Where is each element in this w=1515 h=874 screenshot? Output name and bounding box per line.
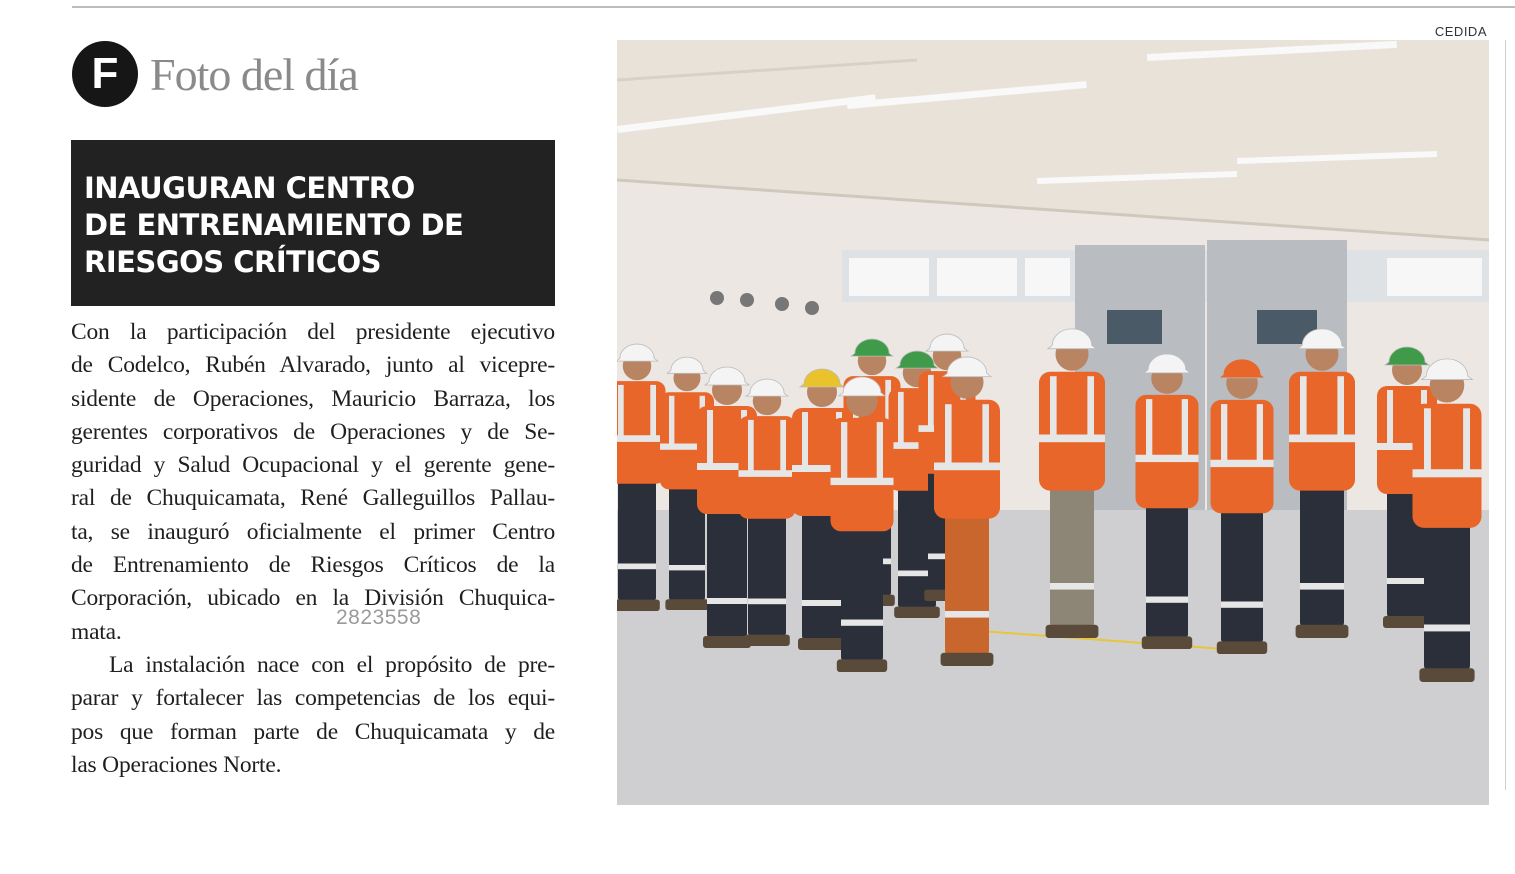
photo-worker-boots	[665, 599, 708, 610]
photo-worker-pants	[618, 478, 656, 602]
photo-worker-boots	[744, 635, 790, 646]
photo-worker-vest	[739, 416, 796, 519]
photo-worker-boots	[837, 659, 887, 672]
photo-worker-reflective-band	[618, 564, 656, 570]
body-line: Con la participación del presidente ejecutivo	[71, 319, 555, 345]
photo-worker-vest-stripe	[831, 478, 894, 485]
body-line: ta, se inauguró oficialmente el primer Centro	[71, 518, 555, 545]
photo-worker-vest	[1289, 372, 1355, 491]
photo-worker-boots	[1419, 668, 1474, 682]
photo-cabinet-panel	[1107, 310, 1162, 344]
photo-worker-pants	[1300, 484, 1344, 627]
body-line: sidente de Operaciones, Mauricio Barraza, los	[71, 385, 555, 412]
photo-worker-boots	[703, 636, 751, 648]
photo-worker-vest-stripe	[1050, 376, 1057, 437]
photo-worker-boots	[1142, 636, 1192, 649]
photo-window-pane	[1387, 258, 1482, 296]
photo-worker-vest	[1136, 395, 1199, 508]
photo-worker-vest-stripe	[617, 435, 666, 442]
photo-worker-reflective-band	[802, 600, 842, 606]
section-header	[72, 40, 358, 108]
photo-worker-vest-stripe	[669, 396, 674, 446]
photo-worker-reflective-band	[707, 598, 747, 604]
article-paragraph-2	[71, 649, 555, 782]
photo-window-pane	[937, 258, 1017, 296]
body-line: gerentes corporativos de Operaciones y de Se-	[71, 418, 555, 445]
photo-worker-pants	[1221, 507, 1263, 644]
body-line: ral de Chuquicamata, René Galleguillos Pallau-	[71, 485, 555, 512]
photo-worker-vest-stripe	[1182, 399, 1188, 457]
body-line: mata.	[71, 618, 122, 645]
photo-worker-vest-stripe	[1300, 376, 1307, 437]
photo-worker-reflective-band	[1387, 578, 1427, 584]
photo-worker-reflective-band	[1424, 625, 1470, 632]
photo-worker-vest-stripe	[1257, 404, 1263, 462]
photo-worker-vest-stripe	[945, 404, 952, 465]
photo-worker-vest-stripe	[1424, 408, 1431, 471]
photo-worker-pants	[1424, 521, 1470, 671]
photo-credit: CEDIDA	[1434, 24, 1487, 39]
body-line: las Operaciones Norte.	[71, 751, 282, 778]
photo-worker-vest-stripe	[618, 385, 624, 437]
photo-worker-vest-stripe	[1087, 376, 1094, 437]
photo-worker-vest-stripe	[739, 470, 796, 477]
photo-wall-fixture	[710, 291, 724, 305]
photo-worker-vest-stripe	[1337, 376, 1344, 437]
photo-worker-reflective-band	[1050, 583, 1094, 590]
photo-worker-pants	[707, 508, 747, 638]
photo-worker-vest-stripe	[802, 412, 808, 467]
photo-worker-vest-stripe	[650, 385, 656, 437]
photo-worker-boots	[1046, 625, 1099, 638]
photo-worker-reflective-band	[945, 611, 989, 618]
photo-worker-vest-stripe	[1146, 399, 1152, 457]
photo-wall-fixture	[740, 293, 754, 307]
photo-worker-vest-stripe	[934, 463, 1000, 471]
photo-worker-pants	[748, 513, 786, 637]
reference-number: 2823558	[336, 606, 422, 629]
photo-worker-boots	[617, 600, 660, 611]
photo-worker-boots	[894, 607, 940, 618]
photo-worker-vest-stripe	[1387, 390, 1393, 445]
photo-worker-pants	[945, 512, 989, 655]
photo-worker-vest-stripe	[748, 420, 754, 472]
headline-line: INAUGURAN CENTRO	[84, 171, 415, 205]
photo-worker-boots	[1296, 625, 1349, 638]
body-line: de Entrenamiento de Riesgos Críticos de la	[71, 552, 555, 579]
photo-worker-vest-stripe	[982, 404, 989, 465]
headline-box	[71, 140, 555, 306]
photo-worker-vest-stripe	[1463, 408, 1470, 471]
photo-wall-fixture	[775, 297, 789, 311]
photo-worker-vest	[1039, 372, 1105, 491]
photo-worker-reflective-band	[669, 565, 705, 570]
photo-worker-vest	[617, 381, 666, 484]
headline-line: RIESGOS CRÍTICOS	[84, 245, 382, 279]
photo-worker-vest-stripe	[780, 420, 786, 472]
photo-window-pane	[849, 258, 929, 296]
body-line: La instalación nace con el propósito de pre-	[109, 651, 555, 678]
photo-worker-pants	[841, 525, 883, 662]
photo-worker-vest-stripe	[707, 410, 713, 465]
photo-worker-vest-stripe	[1413, 469, 1482, 477]
photo-worker-vest	[831, 418, 894, 531]
photo-worker-vest-stripe	[1039, 435, 1105, 443]
body-line: de Codelco, Rubén Alvarado, junto al vicepre-	[71, 352, 555, 379]
article-paragraph-1	[71, 316, 555, 649]
photo-worker-vest-stripe	[1221, 404, 1227, 462]
right-rule	[1505, 40, 1506, 790]
photo-worker-vest	[1211, 400, 1274, 513]
headline-line: DE ENTRENAMIENTO DE	[84, 208, 464, 242]
photo-worker-vest-stripe	[1136, 455, 1199, 462]
photo-worker-vest-stripe	[1289, 435, 1355, 443]
photo-worker-pants	[1050, 484, 1094, 627]
article-body	[71, 316, 555, 782]
photo-worker-vest	[1413, 404, 1482, 528]
photo-worker-reflective-band	[841, 620, 883, 626]
photo-worker-reflective-band	[1300, 583, 1344, 590]
photo-worker-reflective-band	[1146, 597, 1188, 603]
photo-worker-vest-stripe	[877, 422, 883, 480]
top-rule	[72, 6, 1515, 8]
body-line: guridad y Salud Ocupacional y el gerente gene-	[71, 452, 555, 479]
photo-worker-reflective-band	[748, 599, 786, 605]
photo-worker-vest-stripe	[1211, 460, 1274, 467]
photo-worker-vest	[934, 400, 1000, 519]
body-line: pos que forman parte de Chuquicamata y de	[71, 718, 555, 745]
body-line: Corporación, ubicado en la División Chuquica-	[71, 585, 555, 612]
photo-worker-boots	[1217, 641, 1267, 654]
photo-window-pane	[1025, 258, 1070, 296]
photo-worker-pants	[1146, 502, 1188, 639]
photo-worker-vest-stripe	[928, 375, 934, 427]
body-line: parar y fortalecer las competencias de los equi-	[71, 685, 555, 712]
photo-worker-reflective-band	[1221, 602, 1263, 608]
photo-worker-boots	[798, 638, 846, 650]
photo-worker-vest-stripe	[841, 422, 847, 480]
photo-worker-vest-stripe	[898, 392, 904, 444]
photo-wall-fixture	[805, 301, 819, 315]
section-title: Foto del día	[150, 48, 358, 100]
photo-worker-boots	[1383, 616, 1431, 628]
photo-illustration	[617, 40, 1489, 805]
section-badge: F	[72, 41, 138, 107]
photo-worker-boots	[941, 653, 994, 666]
news-photo	[617, 40, 1489, 805]
